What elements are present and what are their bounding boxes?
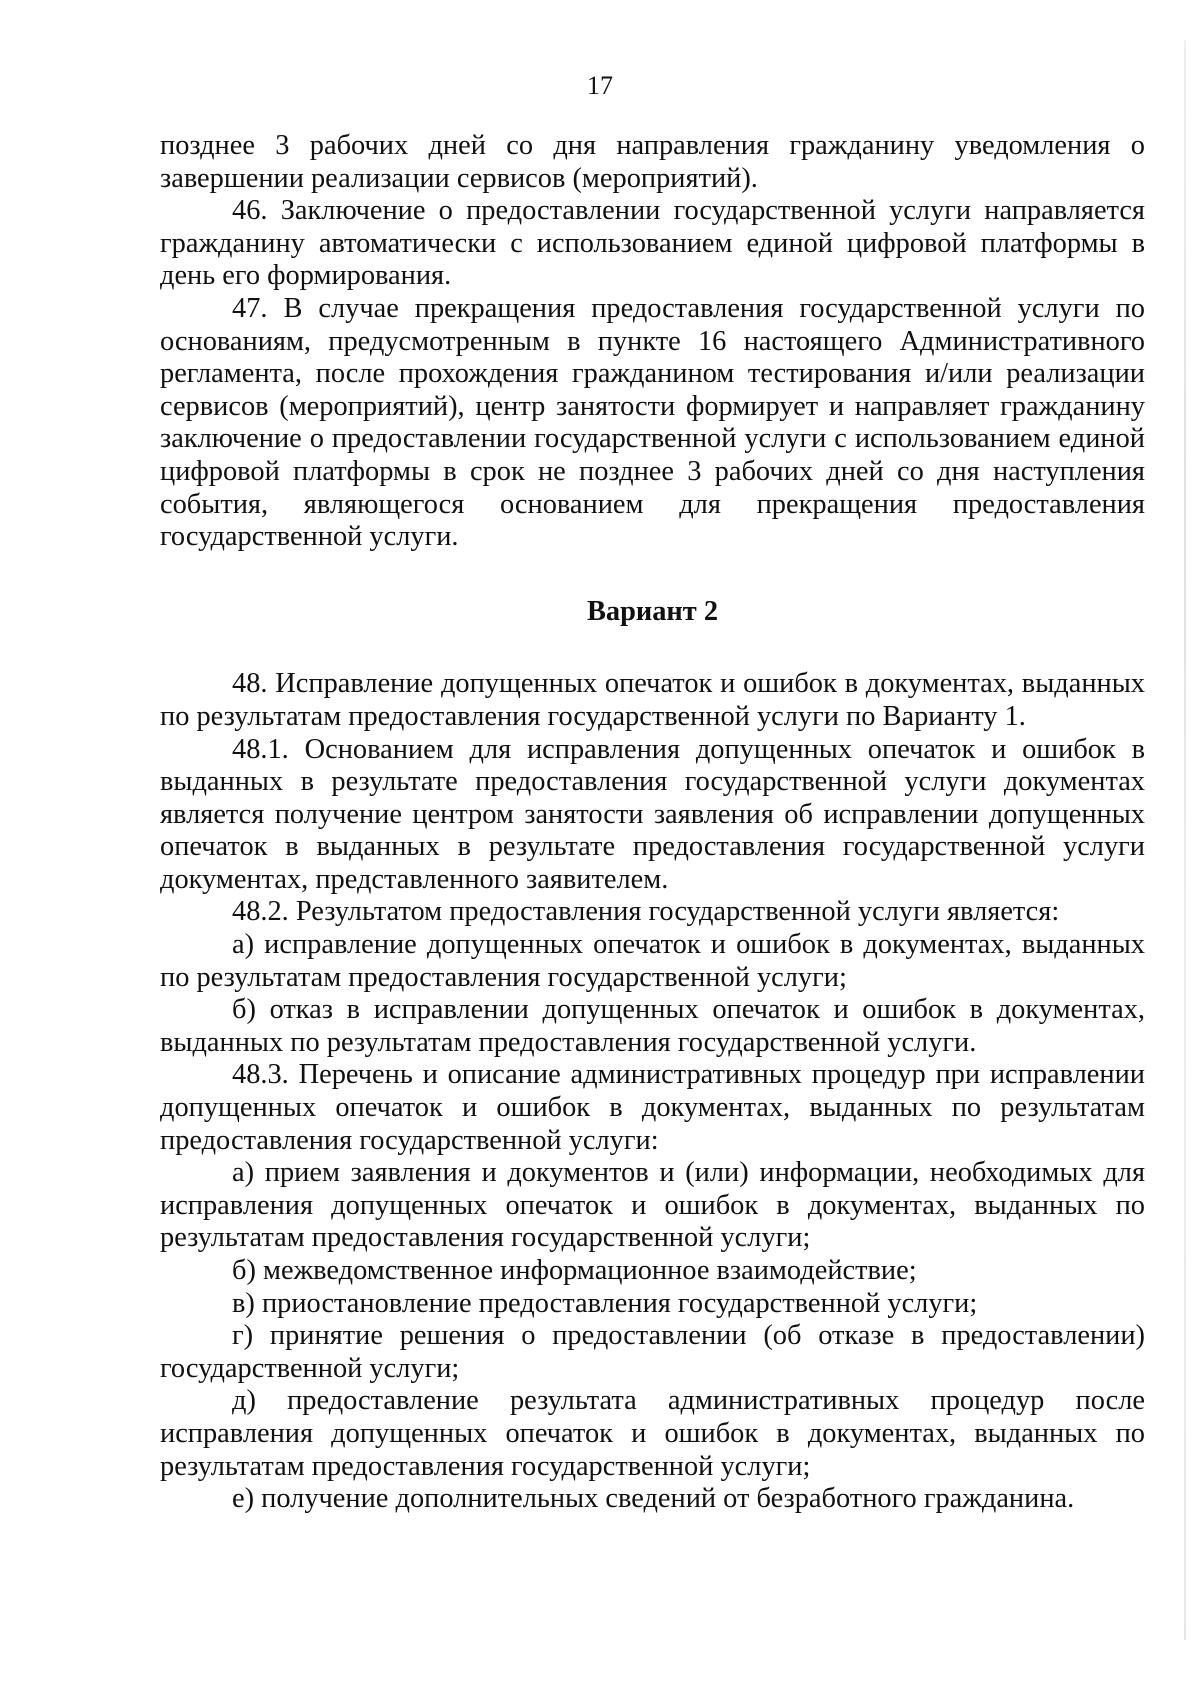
paragraph-48-3: 48.3. Перечень и описание административных процедур при исправлении допущенных опечаток и ошибок в документах, выданных по результатам предоставления государственной услуги: bbox=[160, 1059, 1145, 1156]
paragraph-48-2-b: б) отказ в исправлении допущенных опечаток и ошибок в документах, выданных по результатам предоставления государственной услуги. bbox=[160, 994, 1145, 1058]
scan-edge-shadow bbox=[1184, 40, 1186, 1640]
paragraph-48-2: 48.2. Результатом предоставления государственной услуги является: bbox=[232, 896, 1060, 928]
paragraph-continuation: позднее 3 рабочих дней со дня направления гражданину уведомления о завершении реализации сервисов (мероприятий). bbox=[160, 130, 1145, 194]
paragraph-48-3-v: в) приостановление предоставления государственной услуги; bbox=[232, 1287, 978, 1319]
paragraph-47: 47. В случае прекращения предоставления государственной услуги по основаниям, предусмотренным в пункте 16 настоящего Административного регламента, после прохождения гражданином тестирования и/или реализации сервисов (мероприятий), центр занятости формирует и направляет гражданину заключение о предоставлении государственной услуги с использованием единой цифровой платформы в срок не позднее 3 рабочих дней со дня наступления события, являющегося основанием для прекращения предоставления государственной услуги. bbox=[160, 292, 1145, 553]
paragraph-48-1: 48.1. Основанием для исправления допущенных опечаток и ошибок в выданных в результате предоставления государственной услуги документах является получение центром занятости заявления об исправлении допущенных опечаток в выданных в результате предоставления государственной услуги документах, представленного заявителем. bbox=[160, 733, 1145, 895]
paragraph-48-3-a: а) прием заявления и документов и (или) информации, необходимых для исправления допущенных опечаток и ошибок в документах, выданных по результатам предоставления государственной услуги; bbox=[160, 1157, 1145, 1254]
paragraph-48: 48. Исправление допущенных опечаток и ошибок в документах, выданных по результатам предоставления государственной услуги по Варианту 1. bbox=[160, 668, 1145, 732]
paragraph-48-2-a: а) исправление допущенных опечаток и ошибок в документах, выданных по результатам предоставления государственной услуги; bbox=[160, 929, 1145, 993]
paragraph-46: 46. Заключение о предоставлении государственной услуги направляется гражданину автоматически с использованием единой цифровой платформы в день его формирования. bbox=[160, 195, 1145, 292]
document-body bbox=[160, 130, 1145, 1516]
paragraph-48-3-e: е) получение дополнительных сведений от безработного гражданина. bbox=[232, 1483, 1075, 1515]
page-number: 17 bbox=[587, 71, 613, 100]
paragraph-48-3-b: б) межведомственное информационное взаимодействие; bbox=[232, 1255, 917, 1286]
paragraph-48-3-g: г) принятие решения о предоставлении (об отказе в предоставлении) государственной услуги; bbox=[160, 1320, 1145, 1384]
section-heading: Вариант 2 bbox=[586, 595, 719, 627]
paragraph-48-3-d: д) предоставление результата административных процедур после исправления допущенных опечаток и ошибок в документах, выданных по результатам предоставления государственной услуги; bbox=[160, 1385, 1145, 1482]
